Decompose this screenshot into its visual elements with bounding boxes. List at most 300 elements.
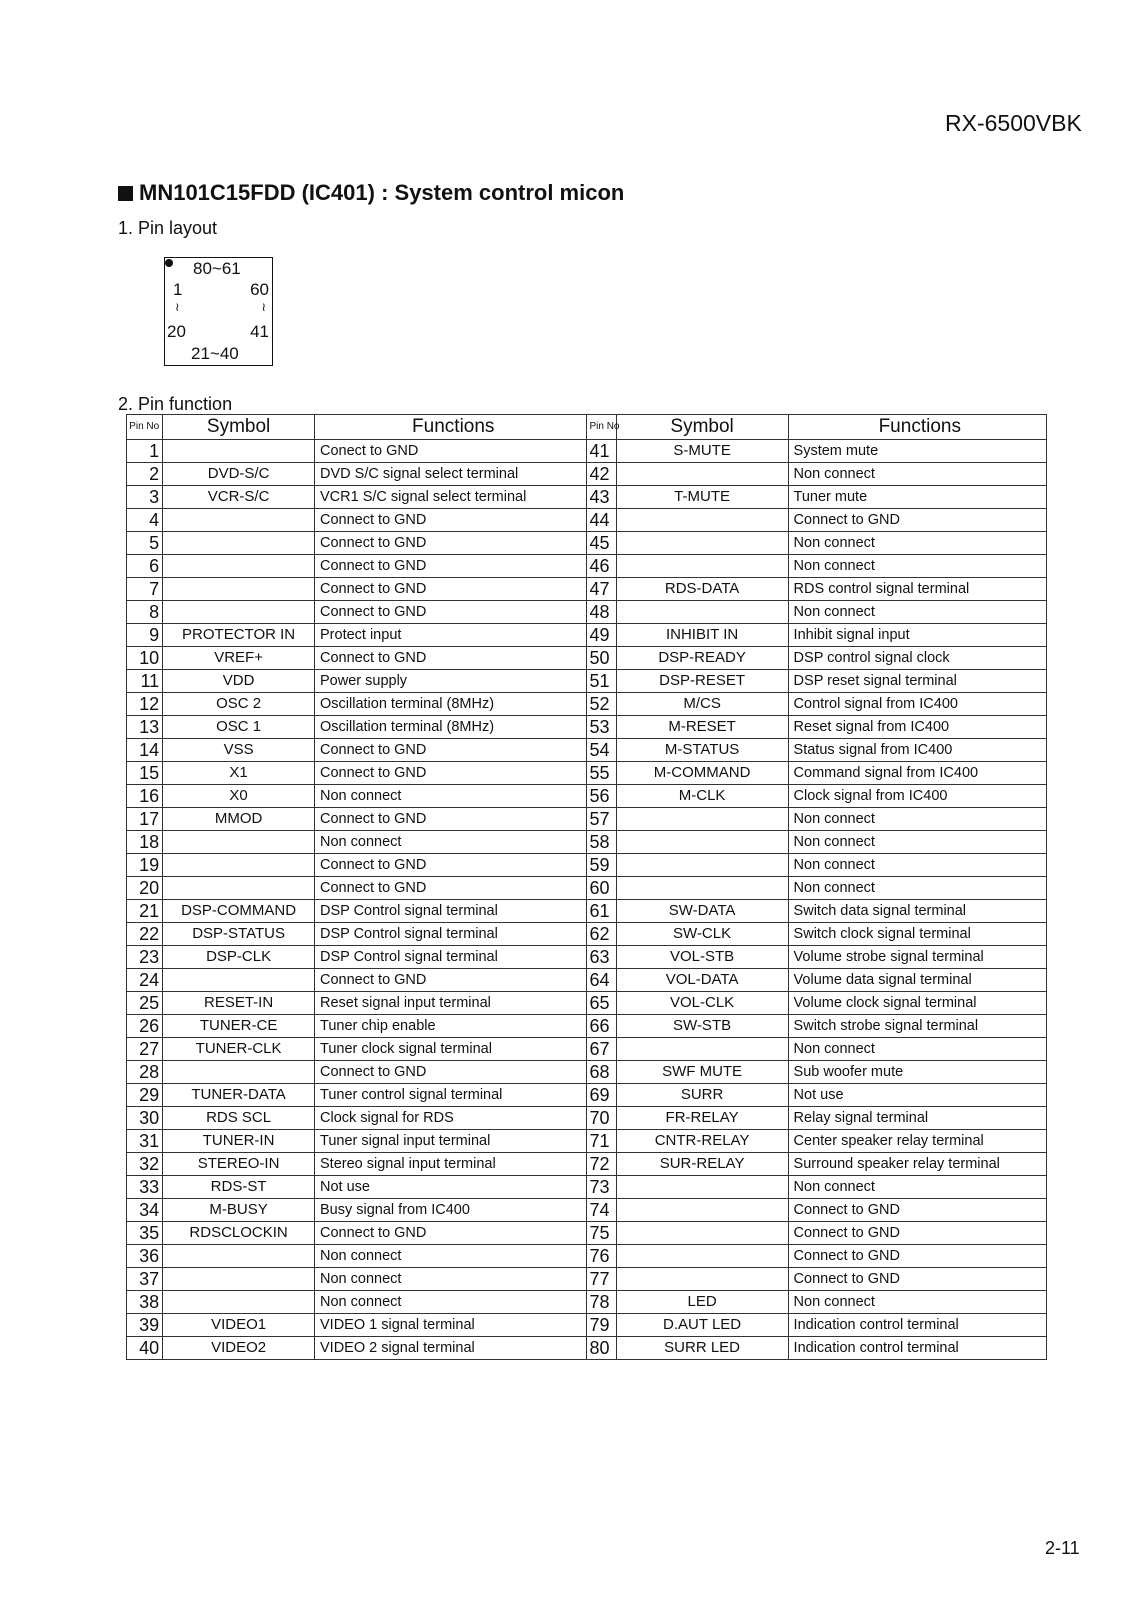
pin-number: 40 bbox=[127, 1337, 163, 1360]
header-functions: Functions bbox=[315, 415, 587, 440]
pin-function: Connect to GND bbox=[315, 532, 587, 555]
pin-symbol bbox=[163, 440, 315, 463]
pin-function: Non connect bbox=[788, 1291, 1046, 1314]
pin-function: Connect to GND bbox=[315, 808, 587, 831]
pin-symbol: RDS-DATA bbox=[616, 578, 788, 601]
pin-number: 44 bbox=[587, 509, 616, 532]
pin-symbol: OSC 2 bbox=[163, 693, 315, 716]
pin-number: 33 bbox=[127, 1176, 163, 1199]
pin-number: 7 bbox=[127, 578, 163, 601]
pin-symbol bbox=[616, 808, 788, 831]
pin-symbol: M-COMMAND bbox=[616, 762, 788, 785]
pin-symbol bbox=[616, 1245, 788, 1268]
pin-number: 62 bbox=[587, 923, 616, 946]
table-row bbox=[127, 670, 1047, 693]
pin-function: Non connect bbox=[315, 1291, 587, 1314]
pin-number: 60 bbox=[587, 877, 616, 900]
table-row bbox=[127, 463, 1047, 486]
pin-number: 21 bbox=[127, 900, 163, 923]
pin-number: 41 bbox=[587, 440, 616, 463]
pin-symbol: SWF MUTE bbox=[616, 1061, 788, 1084]
pin-number: 67 bbox=[587, 1038, 616, 1061]
pin-symbol: INHIBIT IN bbox=[616, 624, 788, 647]
pin-symbol: VDD bbox=[163, 670, 315, 693]
pin-symbol bbox=[163, 555, 315, 578]
pin-function: Indication control terminal bbox=[788, 1337, 1046, 1360]
pin-function: Oscillation terminal (8MHz) bbox=[315, 693, 587, 716]
table-row bbox=[127, 1153, 1047, 1176]
pin-symbol bbox=[163, 601, 315, 624]
pin-function: Connect to GND bbox=[315, 601, 587, 624]
pin-function: Reset signal from IC400 bbox=[788, 716, 1046, 739]
pin-symbol: OSC 1 bbox=[163, 716, 315, 739]
pin-symbol bbox=[163, 969, 315, 992]
pin-number: 17 bbox=[127, 808, 163, 831]
table-row bbox=[127, 992, 1047, 1015]
table-row bbox=[127, 1176, 1047, 1199]
pin-number: 55 bbox=[587, 762, 616, 785]
pin-symbol: SURR LED bbox=[616, 1337, 788, 1360]
pin-function: Switch data signal terminal bbox=[788, 900, 1046, 923]
pin-function: Connect to GND bbox=[315, 1222, 587, 1245]
pin-number: 26 bbox=[127, 1015, 163, 1038]
pin-number: 52 bbox=[587, 693, 616, 716]
pin-number: 2 bbox=[127, 463, 163, 486]
table-row bbox=[127, 762, 1047, 785]
pin-symbol: RDS-ST bbox=[163, 1176, 315, 1199]
pin-function: Connect to GND bbox=[788, 1199, 1046, 1222]
table-row bbox=[127, 578, 1047, 601]
pin-number: 20 bbox=[127, 877, 163, 900]
pin-symbol: CNTR-RELAY bbox=[616, 1130, 788, 1153]
pin-function: Conect to GND bbox=[315, 440, 587, 463]
pin-symbol: M-CLK bbox=[616, 785, 788, 808]
pin-function: Non connect bbox=[788, 601, 1046, 624]
pin-function: Oscillation terminal (8MHz) bbox=[315, 716, 587, 739]
pin-symbol: D.AUT LED bbox=[616, 1314, 788, 1337]
pin-function: Inhibit signal input bbox=[788, 624, 1046, 647]
pin-function: Power supply bbox=[315, 670, 587, 693]
header-symbol: Symbol bbox=[616, 415, 788, 440]
pin-number: 77 bbox=[587, 1268, 616, 1291]
pin-function: Non connect bbox=[315, 1245, 587, 1268]
pin-function: Non connect bbox=[788, 877, 1046, 900]
table-row bbox=[127, 647, 1047, 670]
pin-symbol: STEREO-IN bbox=[163, 1153, 315, 1176]
pin-function: DSP reset signal terminal bbox=[788, 670, 1046, 693]
pin-symbol: VIDEO1 bbox=[163, 1314, 315, 1337]
pin-number: 9 bbox=[127, 624, 163, 647]
pin-symbol: LED bbox=[616, 1291, 788, 1314]
pin-number: 6 bbox=[127, 555, 163, 578]
table-row bbox=[127, 1222, 1047, 1245]
pin-symbol bbox=[616, 555, 788, 578]
pin-function: Connect to GND bbox=[315, 969, 587, 992]
table-row bbox=[127, 1061, 1047, 1084]
pin-number: 43 bbox=[587, 486, 616, 509]
pin-function: Volume strobe signal terminal bbox=[788, 946, 1046, 969]
pin-function: Non connect bbox=[315, 1268, 587, 1291]
pin-function: DSP Control signal terminal bbox=[315, 946, 587, 969]
pin-number: 51 bbox=[587, 670, 616, 693]
pin-layout-top: 80~61 bbox=[193, 259, 241, 278]
pin-function: Control signal from IC400 bbox=[788, 693, 1046, 716]
pin-function-heading: 2. Pin function bbox=[118, 394, 233, 414]
pin-function: Non connect bbox=[788, 1176, 1046, 1199]
header-pin-no: Pin No bbox=[587, 415, 616, 440]
pin-function: Switch strobe signal terminal bbox=[788, 1015, 1046, 1038]
pin-symbol: X0 bbox=[163, 785, 315, 808]
pin-function: Connect to GND bbox=[315, 762, 587, 785]
pin-function: Clock signal for RDS bbox=[315, 1107, 587, 1130]
pin-number: 61 bbox=[587, 900, 616, 923]
pin-function-table bbox=[126, 414, 1047, 1360]
pin-symbol: T-MUTE bbox=[616, 486, 788, 509]
pin-function: Non connect bbox=[788, 831, 1046, 854]
table-row bbox=[127, 440, 1047, 463]
pin-number: 14 bbox=[127, 739, 163, 762]
table-row bbox=[127, 854, 1047, 877]
pin-function: Sub woofer mute bbox=[788, 1061, 1046, 1084]
pin-number: 18 bbox=[127, 831, 163, 854]
pin-number: 68 bbox=[587, 1061, 616, 1084]
pin-symbol: TUNER-CLK bbox=[163, 1038, 315, 1061]
pin-number: 27 bbox=[127, 1038, 163, 1061]
pin-symbol bbox=[163, 532, 315, 555]
table-row bbox=[127, 923, 1047, 946]
pin-symbol: M-BUSY bbox=[163, 1199, 315, 1222]
pin-number: 29 bbox=[127, 1084, 163, 1107]
pin-number: 76 bbox=[587, 1245, 616, 1268]
pin-number: 25 bbox=[127, 992, 163, 1015]
pin1-marker-icon bbox=[165, 259, 173, 267]
pin-symbol bbox=[163, 1061, 315, 1084]
pin-function: Relay signal terminal bbox=[788, 1107, 1046, 1130]
pin-number: 73 bbox=[587, 1176, 616, 1199]
pin-symbol: FR-RELAY bbox=[616, 1107, 788, 1130]
pin-number: 10 bbox=[127, 647, 163, 670]
pin-symbol: DSP-STATUS bbox=[163, 923, 315, 946]
pin-number: 22 bbox=[127, 923, 163, 946]
pin-number: 39 bbox=[127, 1314, 163, 1337]
table-row bbox=[127, 877, 1047, 900]
pin-symbol: VOL-STB bbox=[616, 946, 788, 969]
pin-number: 47 bbox=[587, 578, 616, 601]
pin-symbol: VOL-CLK bbox=[616, 992, 788, 1015]
pin-number: 3 bbox=[127, 486, 163, 509]
pin-symbol: VOL-DATA bbox=[616, 969, 788, 992]
header-functions: Functions bbox=[788, 415, 1046, 440]
pin-number: 49 bbox=[587, 624, 616, 647]
pin-number: 34 bbox=[127, 1199, 163, 1222]
pin-symbol: VCR-S/C bbox=[163, 486, 315, 509]
pin-function: Not use bbox=[788, 1084, 1046, 1107]
pin-number: 63 bbox=[587, 946, 616, 969]
pin-number: 12 bbox=[127, 693, 163, 716]
pin-function: Tuner control signal terminal bbox=[315, 1084, 587, 1107]
pin-number: 74 bbox=[587, 1199, 616, 1222]
table-row bbox=[127, 601, 1047, 624]
table-row bbox=[127, 1314, 1047, 1337]
pin-number: 15 bbox=[127, 762, 163, 785]
pin-symbol bbox=[163, 1268, 315, 1291]
table-row bbox=[127, 900, 1047, 923]
pin-function: Status signal from IC400 bbox=[788, 739, 1046, 762]
pin-symbol bbox=[616, 601, 788, 624]
pin-function: RDS control signal terminal bbox=[788, 578, 1046, 601]
pin-symbol bbox=[616, 509, 788, 532]
pin-number: 16 bbox=[127, 785, 163, 808]
pin-symbol: VSS bbox=[163, 739, 315, 762]
table-row bbox=[127, 1038, 1047, 1061]
pin-symbol bbox=[616, 831, 788, 854]
pin-number: 80 bbox=[587, 1337, 616, 1360]
pin-number: 66 bbox=[587, 1015, 616, 1038]
pin-function: DSP control signal clock bbox=[788, 647, 1046, 670]
pin-number: 30 bbox=[127, 1107, 163, 1130]
pin-number: 48 bbox=[587, 601, 616, 624]
pin-number: 78 bbox=[587, 1291, 616, 1314]
table-row bbox=[127, 624, 1047, 647]
pin-number: 64 bbox=[587, 969, 616, 992]
table-row bbox=[127, 693, 1047, 716]
pin-function: Indication control terminal bbox=[788, 1314, 1046, 1337]
pin-function: DSP Control signal terminal bbox=[315, 900, 587, 923]
pin-number: 50 bbox=[587, 647, 616, 670]
pin-number: 75 bbox=[587, 1222, 616, 1245]
pin-function: Non connect bbox=[788, 854, 1046, 877]
pin-number: 72 bbox=[587, 1153, 616, 1176]
pin-function: Tuner clock signal terminal bbox=[315, 1038, 587, 1061]
pin-symbol: VREF+ bbox=[163, 647, 315, 670]
pin-number: 31 bbox=[127, 1130, 163, 1153]
pin-function: Command signal from IC400 bbox=[788, 762, 1046, 785]
pin-number: 28 bbox=[127, 1061, 163, 1084]
table-row bbox=[127, 1015, 1047, 1038]
pin-function: Stereo signal input terminal bbox=[315, 1153, 587, 1176]
pin-function: Connect to GND bbox=[315, 555, 587, 578]
pin-function: Clock signal from IC400 bbox=[788, 785, 1046, 808]
pin-function: Tuner mute bbox=[788, 486, 1046, 509]
pin-number: 58 bbox=[587, 831, 616, 854]
pin-function: DVD S/C signal select terminal bbox=[315, 463, 587, 486]
table-row bbox=[127, 946, 1047, 969]
pin-symbol bbox=[616, 1268, 788, 1291]
pin-number: 42 bbox=[587, 463, 616, 486]
pin-number: 79 bbox=[587, 1314, 616, 1337]
table-row bbox=[127, 716, 1047, 739]
pin-symbol: TUNER-IN bbox=[163, 1130, 315, 1153]
pin-function: Connect to GND bbox=[315, 1061, 587, 1084]
table-row bbox=[127, 532, 1047, 555]
pin-function: Non connect bbox=[788, 808, 1046, 831]
title-text: MN101C15FDD (IC401) : System control micon bbox=[139, 180, 625, 205]
pin-layout-left-bottom: 20 bbox=[167, 322, 186, 341]
pin-function: Switch clock signal terminal bbox=[788, 923, 1046, 946]
pin-symbol: M-RESET bbox=[616, 716, 788, 739]
pin-number: 32 bbox=[127, 1153, 163, 1176]
pin-function: Connect to GND bbox=[788, 1268, 1046, 1291]
pin-symbol: TUNER-CE bbox=[163, 1015, 315, 1038]
pin-function: Connect to GND bbox=[788, 509, 1046, 532]
pin-number: 19 bbox=[127, 854, 163, 877]
pin-function: VCR1 S/C signal select terminal bbox=[315, 486, 587, 509]
section-title bbox=[118, 180, 624, 206]
pin-symbol: DSP-CLK bbox=[163, 946, 315, 969]
table-row bbox=[127, 1199, 1047, 1222]
pin-number: 5 bbox=[127, 532, 163, 555]
pin-function: Protect input bbox=[315, 624, 587, 647]
pin-number: 57 bbox=[587, 808, 616, 831]
pin-symbol bbox=[163, 831, 315, 854]
table-row bbox=[127, 1130, 1047, 1153]
pin-function: Surround speaker relay terminal bbox=[788, 1153, 1046, 1176]
pin-symbol bbox=[163, 877, 315, 900]
pin-function: Non connect bbox=[788, 532, 1046, 555]
pin-symbol: SW-CLK bbox=[616, 923, 788, 946]
pin-function: Not use bbox=[315, 1176, 587, 1199]
pin-number: 65 bbox=[587, 992, 616, 1015]
pin-layout-tilde-right: ≀ bbox=[261, 300, 266, 314]
pin-function: System mute bbox=[788, 440, 1046, 463]
pin-number: 59 bbox=[587, 854, 616, 877]
pin-function: Tuner chip enable bbox=[315, 1015, 587, 1038]
table-row bbox=[127, 1107, 1047, 1130]
pin-symbol: DSP-COMMAND bbox=[163, 900, 315, 923]
pin-function: Connect to GND bbox=[315, 509, 587, 532]
pin-number: 4 bbox=[127, 509, 163, 532]
pin-symbol: DSP-RESET bbox=[616, 670, 788, 693]
pin-function: VIDEO 2 signal terminal bbox=[315, 1337, 587, 1360]
pin-number: 13 bbox=[127, 716, 163, 739]
table-row bbox=[127, 509, 1047, 532]
pin-symbol: TUNER-DATA bbox=[163, 1084, 315, 1107]
pin-layout-tilde-left: ≀ bbox=[175, 300, 180, 314]
pin-function: Connect to GND bbox=[315, 578, 587, 601]
model-number: RX-6500VBK bbox=[945, 110, 1082, 136]
pin-number: 46 bbox=[587, 555, 616, 578]
pin-number: 38 bbox=[127, 1291, 163, 1314]
pin-symbol bbox=[163, 854, 315, 877]
table-row bbox=[127, 1268, 1047, 1291]
pin-symbol bbox=[163, 1245, 315, 1268]
pin-symbol: DSP-READY bbox=[616, 647, 788, 670]
pin-number: 71 bbox=[587, 1130, 616, 1153]
pin-function: Connect to GND bbox=[788, 1222, 1046, 1245]
header-pin-no: Pin No bbox=[127, 415, 163, 440]
pin-symbol bbox=[616, 1038, 788, 1061]
pin-symbol: S-MUTE bbox=[616, 440, 788, 463]
pin-symbol: M-STATUS bbox=[616, 739, 788, 762]
pin-number: 37 bbox=[127, 1268, 163, 1291]
pin-function: Non connect bbox=[315, 785, 587, 808]
pin-function: Busy signal from IC400 bbox=[315, 1199, 587, 1222]
pin-number: 45 bbox=[587, 532, 616, 555]
pin-symbol: RDSCLOCKIN bbox=[163, 1222, 315, 1245]
pin-symbol: SW-STB bbox=[616, 1015, 788, 1038]
pin-symbol: DVD-S/C bbox=[163, 463, 315, 486]
pin-symbol: PROTECTOR IN bbox=[163, 624, 315, 647]
table-row bbox=[127, 969, 1047, 992]
pin-function: VIDEO 1 signal terminal bbox=[315, 1314, 587, 1337]
pin-function: Volume clock signal terminal bbox=[788, 992, 1046, 1015]
pin-symbol bbox=[163, 509, 315, 532]
pin-symbol bbox=[616, 1176, 788, 1199]
pin-number: 53 bbox=[587, 716, 616, 739]
pin-symbol: MMOD bbox=[163, 808, 315, 831]
pin-layout-right-bottom: 41 bbox=[250, 322, 269, 341]
pin-function: Non connect bbox=[788, 463, 1046, 486]
pin-number: 36 bbox=[127, 1245, 163, 1268]
pin-symbol bbox=[616, 463, 788, 486]
pin-function: Connect to GND bbox=[315, 877, 587, 900]
pin-function: Center speaker relay terminal bbox=[788, 1130, 1046, 1153]
pin-layout-right-top: 60 bbox=[250, 280, 269, 299]
pin-number: 23 bbox=[127, 946, 163, 969]
pin-function: Volume data signal terminal bbox=[788, 969, 1046, 992]
pin-number: 8 bbox=[127, 601, 163, 624]
pin-number: 54 bbox=[587, 739, 616, 762]
pin-number: 70 bbox=[587, 1107, 616, 1130]
pin-symbol: SURR bbox=[616, 1084, 788, 1107]
pin-function: Connect to GND bbox=[315, 647, 587, 670]
table-body bbox=[127, 440, 1047, 1360]
pin-function: DSP Control signal terminal bbox=[315, 923, 587, 946]
pin-layout-diagram bbox=[164, 257, 273, 366]
square-bullet-icon bbox=[118, 186, 133, 201]
pin-layout-bottom: 21~40 bbox=[191, 344, 239, 363]
table-row bbox=[127, 831, 1047, 854]
pin-number: 11 bbox=[127, 670, 163, 693]
pin-function: Non connect bbox=[788, 1038, 1046, 1061]
pin-symbol bbox=[616, 1222, 788, 1245]
pin-layout-left-top: 1 bbox=[173, 280, 183, 299]
table-row bbox=[127, 1291, 1047, 1314]
pin-symbol: RDS SCL bbox=[163, 1107, 315, 1130]
page-number: 2-11 bbox=[1045, 1538, 1080, 1558]
pin-number: 56 bbox=[587, 785, 616, 808]
pin-symbol: RESET-IN bbox=[163, 992, 315, 1015]
pin-function: Tuner signal input terminal bbox=[315, 1130, 587, 1153]
pin-symbol bbox=[163, 1291, 315, 1314]
pin-symbol: M/CS bbox=[616, 693, 788, 716]
pin-symbol bbox=[616, 877, 788, 900]
pin-symbol: X1 bbox=[163, 762, 315, 785]
pin-symbol: SW-DATA bbox=[616, 900, 788, 923]
table-row bbox=[127, 555, 1047, 578]
pin-number: 1 bbox=[127, 440, 163, 463]
table-header-row bbox=[127, 415, 1047, 440]
table-row bbox=[127, 1245, 1047, 1268]
pin-symbol bbox=[616, 854, 788, 877]
pin-symbol: VIDEO2 bbox=[163, 1337, 315, 1360]
pin-number: 69 bbox=[587, 1084, 616, 1107]
pin-function: Connect to GND bbox=[315, 739, 587, 762]
header-symbol: Symbol bbox=[163, 415, 315, 440]
pin-layout-heading: 1. Pin layout bbox=[118, 218, 218, 238]
pin-function: Connect to GND bbox=[788, 1245, 1046, 1268]
pin-symbol: SUR-RELAY bbox=[616, 1153, 788, 1176]
table-row bbox=[127, 1084, 1047, 1107]
table-row bbox=[127, 486, 1047, 509]
table-row bbox=[127, 808, 1047, 831]
pin-function: Connect to GND bbox=[315, 854, 587, 877]
pin-symbol bbox=[616, 1199, 788, 1222]
table-row bbox=[127, 739, 1047, 762]
pin-function: Non connect bbox=[315, 831, 587, 854]
table-row bbox=[127, 1337, 1047, 1360]
pin-number: 35 bbox=[127, 1222, 163, 1245]
